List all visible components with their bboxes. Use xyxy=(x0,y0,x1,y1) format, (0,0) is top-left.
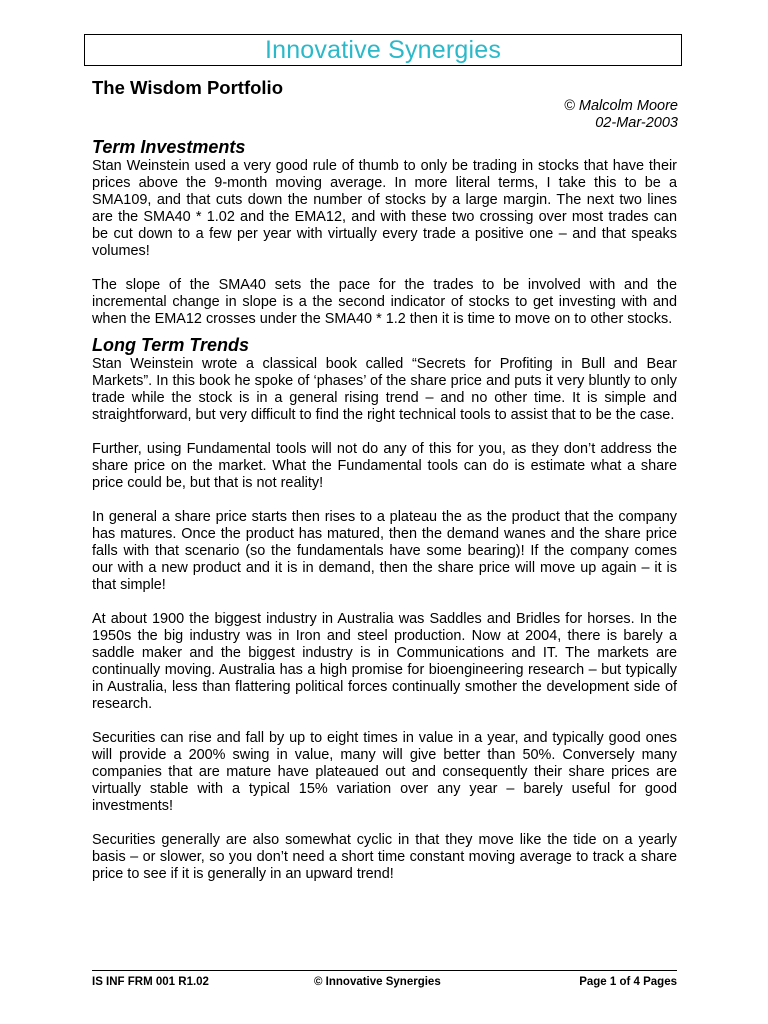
author-line: © Malcolm Moore xyxy=(564,98,678,114)
paragraph: Further, using Fundamental tools will not do any of this for you, as they don’t address the share price on the market. What the Fundamental tools can do is estimate what a share price could be, but that is not reality! xyxy=(92,441,677,491)
paragraph: Stan Weinstein used a very good rule of thumb to only be trading in stocks that have their prices above the 9-month moving average. In more literal terms, I take this to be a SMA109, and that cuts down the number of stocks by a large margin. The next two lines are the SMA40 * 1.02 and the EMA12, and with these two crossing over most trades can be cut down to a few per year with virtually every trade a positive one – and that speaks volumes! xyxy=(92,158,677,259)
header-banner xyxy=(84,34,682,66)
paragraph: The slope of the SMA40 sets the pace for the trades to be involved with and the incremental change in slope is a the second indicator of stocks to get investing with and when the EMA12 crosses under the SMA40 * 1.2 then it is time to move on to other stocks. xyxy=(92,277,677,327)
banner-title: Innovative Synergies xyxy=(264,36,502,64)
paragraph: Securities can rise and fall by up to eight times in value in a year, and typically good ones will provide a 200% swing in value, many will give better than 50%. Conversely many companies that are mature have plateaued out and consequently their share prices are virtually stable with a typical 15% variation over any year – barely useful for good investments! xyxy=(92,730,677,814)
document-body xyxy=(92,137,677,883)
footer-copyright: © Innovative Synergies xyxy=(314,976,441,988)
paragraph: Stan Weinstein wrote a classical book called “Secrets for Profiting in Bull and Bear Markets”. In this book he spoke of ‘phases’ of the share price and puts it very bluntly to only trade while the stock is in a general rising trend – and no other time. It is simple and straightforward, but very difficult to find the right technical tools to assist that to be the case. xyxy=(92,356,677,423)
document-title: The Wisdom Portfolio xyxy=(92,77,283,98)
paragraph: Securities generally are also somewhat cyclic in that they move like the tide on a yearly basis – or slower, so you don’t need a short time constant moving average to track a share price to see if it is generally in an upward trend! xyxy=(92,832,677,882)
paragraph: In general a share price starts then rises to a plateau the as the product that the company has matures. Once the product has matured, then the demand wanes and the share price falls with that scenario (so the fundamentals have some bearing)! If the company comes our with a new product and it is in demand, then the share price will move up again – it is that simple! xyxy=(92,509,677,593)
footer-divider xyxy=(92,970,677,971)
section-heading-term-investments: Term Investments xyxy=(92,137,246,157)
footer-doc-code: IS INF FRM 001 R1.02 xyxy=(92,976,209,988)
paragraph: At about 1900 the biggest industry in Australia was Saddles and Bridles for horses. In the 1950s the big industry was in Iron and steel production. Now at 2004, there is barely a saddle maker and the biggest industry is in Communications and IT. The markets are continually moving. Australia has a high promise for bioengineering research – but typically in Australia, less than flattering political forces continually smother the development side of research. xyxy=(92,611,677,712)
byline xyxy=(564,98,678,132)
section-heading-long-term-trends: Long Term Trends xyxy=(92,335,250,355)
footer-page-info: Page 1 of 4 Pages xyxy=(579,976,677,988)
date-line: 02-Mar-2003 xyxy=(595,115,678,131)
